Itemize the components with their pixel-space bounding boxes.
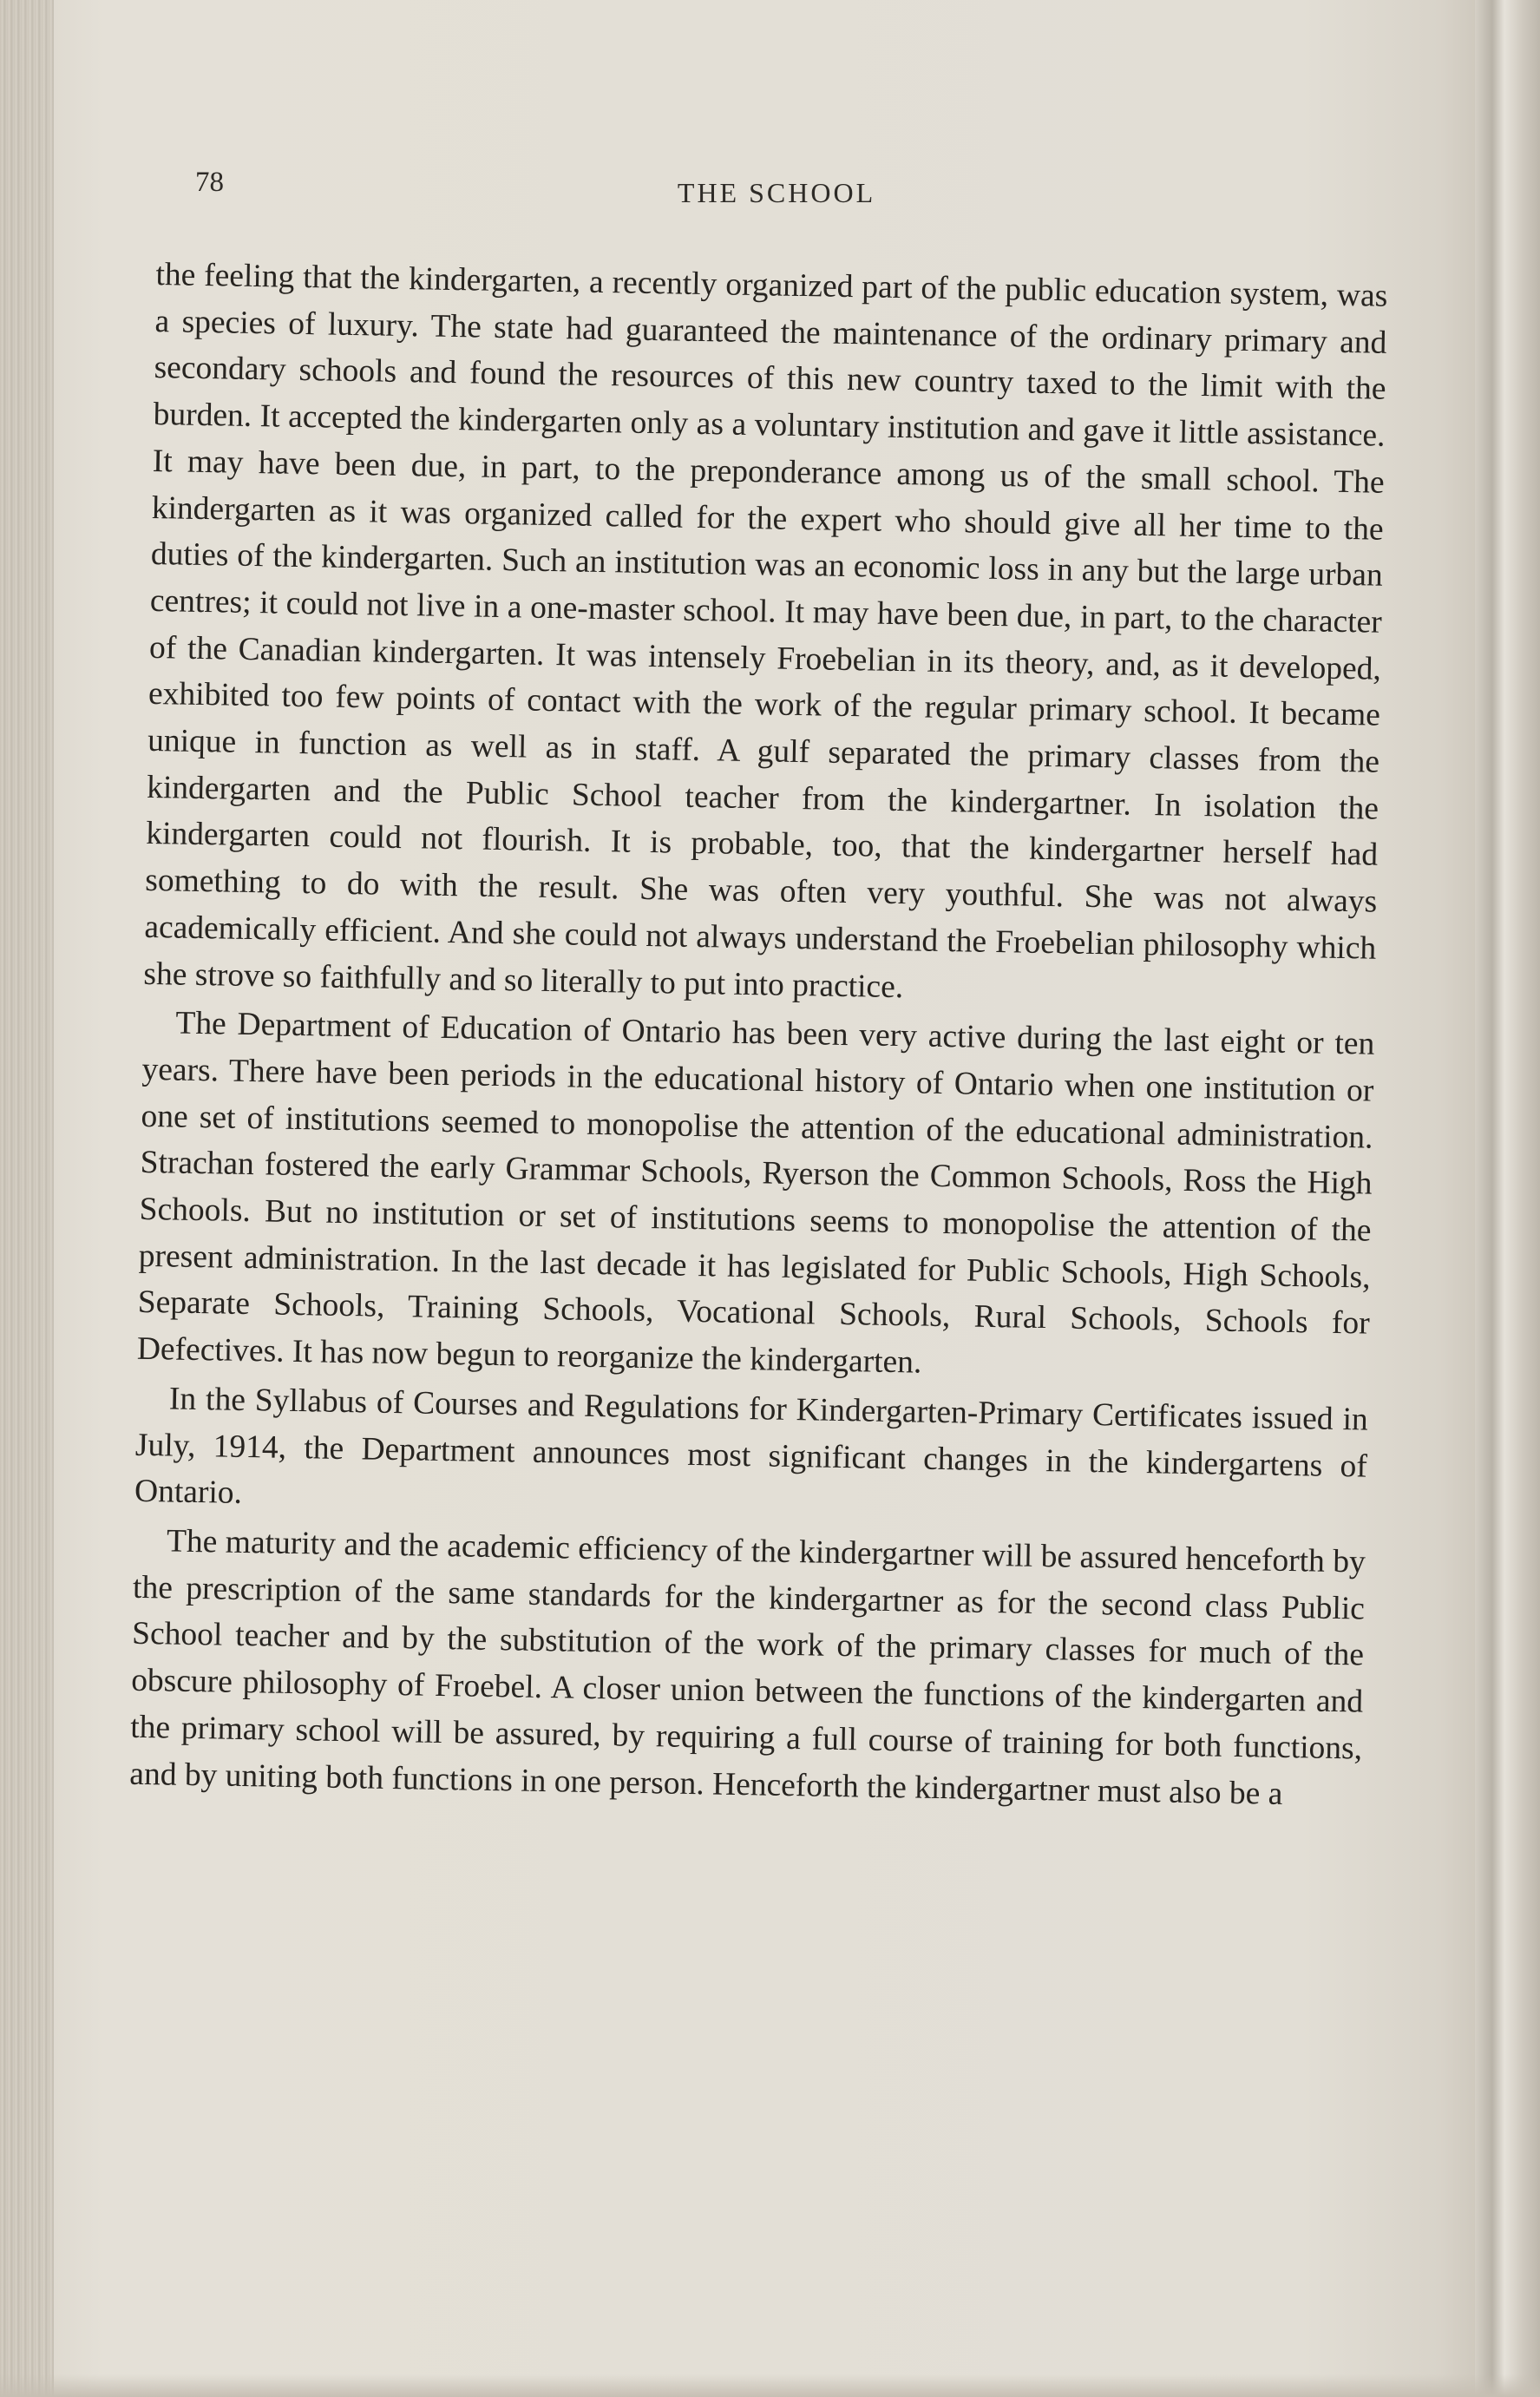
running-head bbox=[195, 167, 1358, 219]
paragraph-department-of-education: The Department of Education of Ontario has been very active during the last eight or ten years. There have been periods in the educational history of Ontario when one institution or one set of institutions seemed to monopolise the attention of the educational administration. Strachan fostered the early Grammar Schools, Ryerson the Common Schools, Ross the High Schools. But no institution or set of institutions seems to monopolise the attention of the present administration. In the last decade it has legislated for Public Schools, High Schools, Separate Schools, Training Schools, Vocational Schools, Rural Schools, Schools for Defectives. It has now begun to reorganize the kindergarten. bbox=[136, 1005, 1375, 1381]
body-text bbox=[129, 252, 1388, 1819]
page-right-edge bbox=[1475, 0, 1540, 2397]
paragraph-kindergartner-maturity: The maturity and the academic efficiency of the kindergartner will be assured henceforth by the prescription of the same standards for the kindergartner as for the second class Public School teacher and by the substitution of the work of the primary classes for much of the obscure philosophy of Froebel. A closer union between the functions of the kindergarten and the primary school will be assured, by requiring a full course of training for both functions, and by uniting both functions in one person. Henceforth the kindergartner must also be a bbox=[129, 1523, 1366, 1812]
page-binding-edge bbox=[0, 0, 54, 2397]
paragraph-syllabus-1914: In the Syllabus of Courses and Regulations for Kindergarten-Primary Certificates issued in July, 1914, the Department announces most significant changes in the kindergartens of Ontario. bbox=[134, 1381, 1369, 1512]
page-bottom-edge bbox=[0, 2374, 1540, 2397]
page-number: 78 bbox=[195, 167, 224, 198]
running-title: THE SCHOOL bbox=[677, 177, 876, 208]
paragraph-kindergarten-luxury: the feeling that the kindergarten, a recently organized part of the public education system, was a species of luxury. The state had guaranteed the maintenance of the ordinary primary and secondary schools and found the resources of this new country taxed to the limit with the burden. It accepted the kindergarten only as a voluntary institution and gave it little assistance. It may have been due, in part, to the preponderance among us of the small school. The kindergarten as it was organized called for the expert who should give all her time to the duties of the kindergarten. Such an institution was an economic loss in any but the large urban centres; it could not live in a one-master school. It may have been due, in part, to the character of the Canadian kindergarten. It was intensely Froebelian in its theory, and, as it developed, exhibited too few points of contact with the work of the regular primary school. It became unique in function as well as in staff. A gulf separated the primary classes from the kindergarten and the Public School teacher from the kindergartner. In isolation the kindergarten could not flourish. It is probable, too, that the kindergartner herself had something to do with the result. She was often very youthful. She was not always academically efficient. And she could not always understand the Froebelian philosophy which she strove so faithfully and so literally to put into practice. bbox=[143, 256, 1388, 1005]
